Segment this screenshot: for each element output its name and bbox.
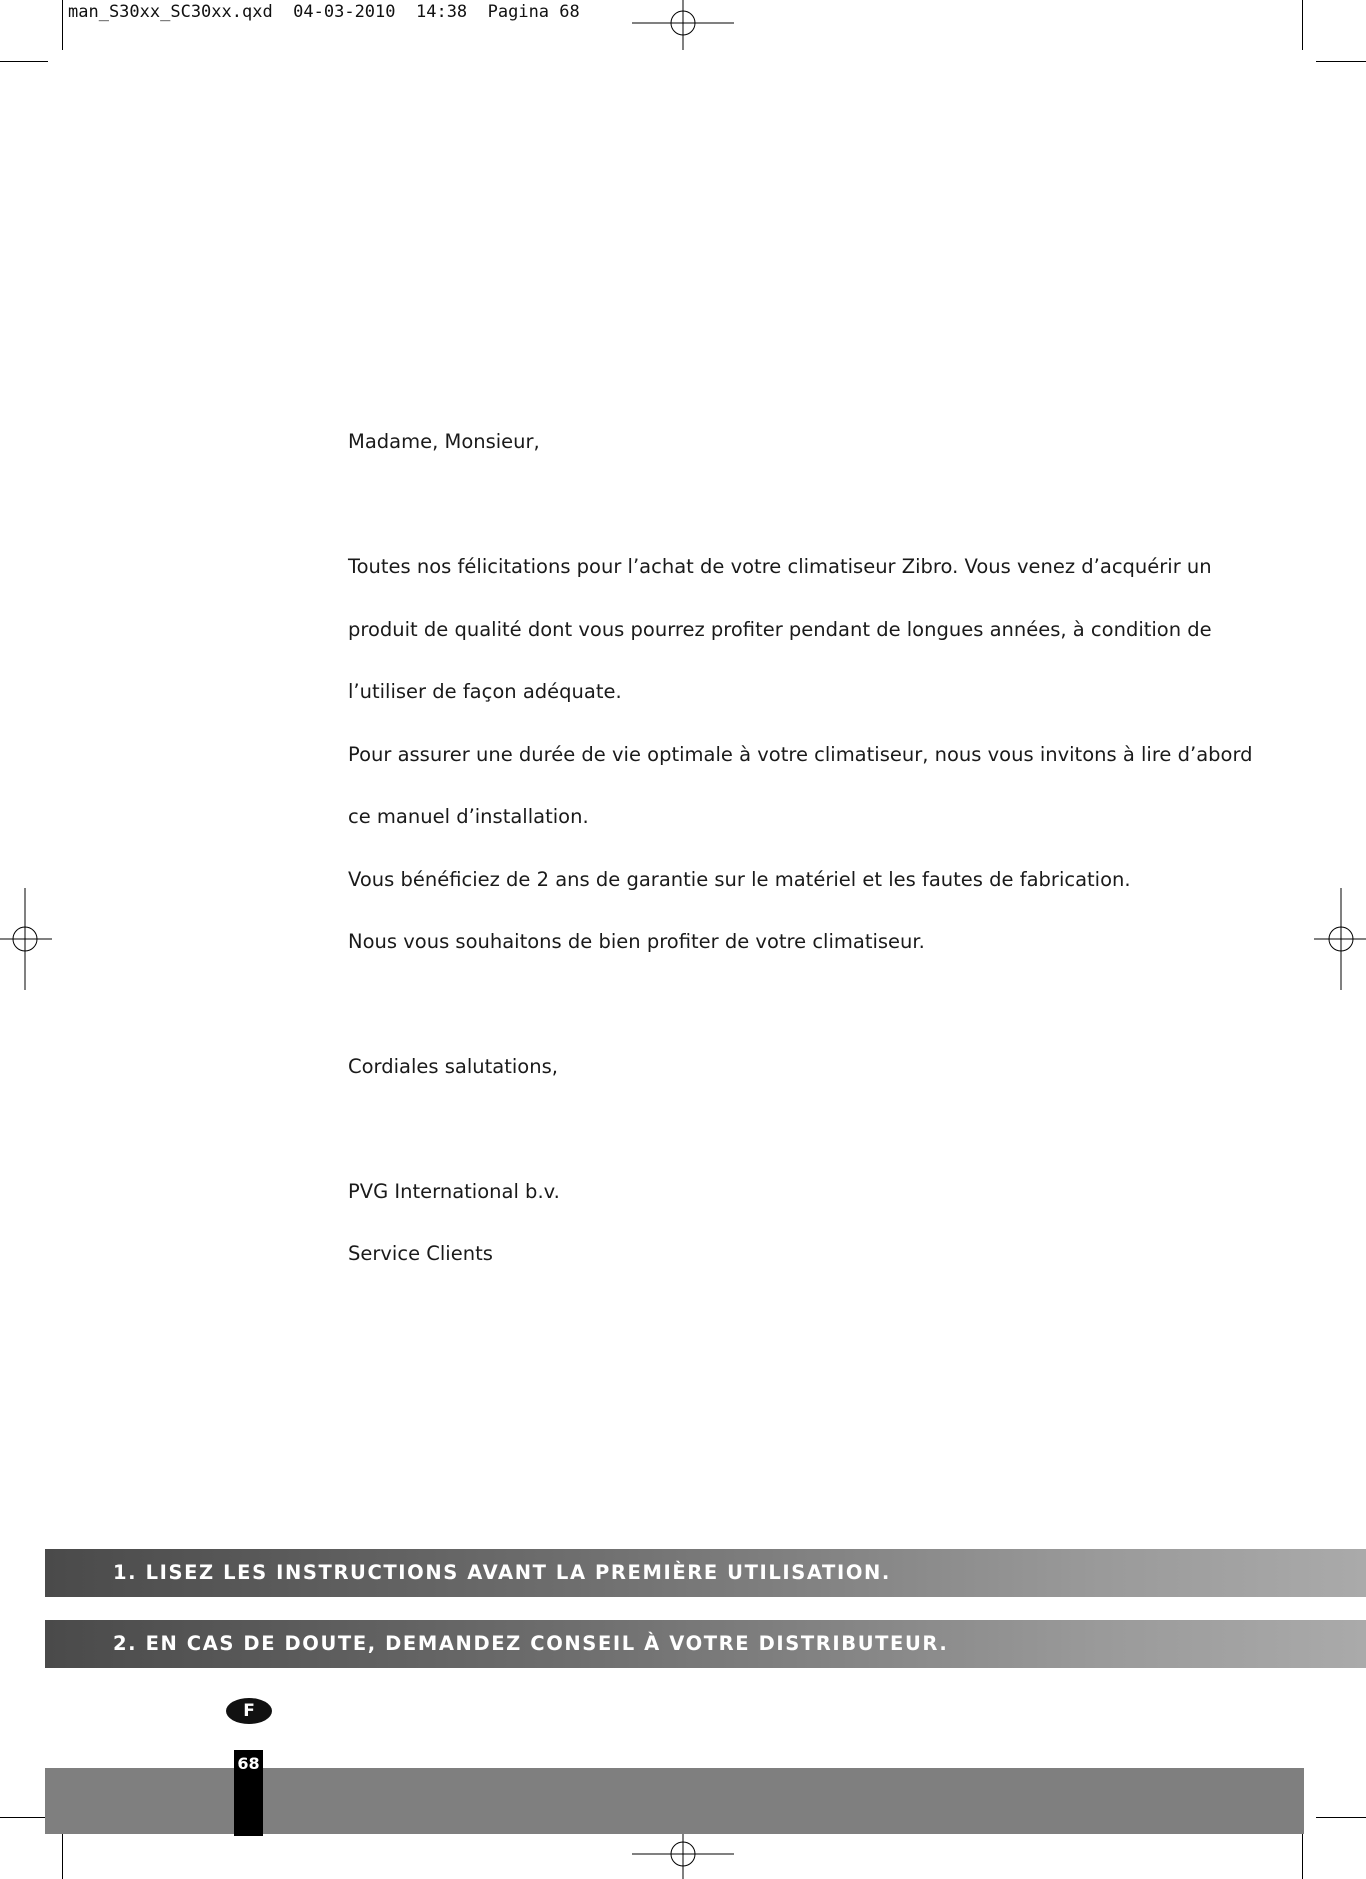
page-number: 68	[234, 1750, 263, 1836]
crop-mark-top-left-vertical	[62, 0, 63, 50]
crop-mark-bottom-right-horizontal	[1316, 1817, 1366, 1818]
letter-line-6: Vous bénéficiez de 2 ans de garantie sur le matériel et les fautes de fabrication.	[348, 868, 1131, 891]
letter-line-2: produit de qualité dont vous pourrez profiter pendant de longues années, à condition de	[348, 618, 1212, 641]
language-badge: F	[226, 1698, 272, 1724]
letter-department: Service Clients	[348, 1242, 493, 1265]
crop-mark-top-right-horizontal	[1316, 61, 1366, 62]
letter-line-4: Pour assurer une durée de vie optimale à votre climatiseur, nous vous invitons à lire d’abord	[348, 743, 1253, 766]
letter-line-7: Nous vous souhaitons de bien profiter de votre climatiseur.	[348, 930, 925, 953]
letter-company: PVG International b.v.	[348, 1180, 560, 1203]
letter-closing: Cordiales salutations,	[348, 1055, 558, 1078]
crop-mark-bottom-left-vertical	[62, 1829, 63, 1879]
letter-salutation: Madame, Monsieur,	[348, 430, 540, 453]
instruction-band-1: 1. LISEZ LES INSTRUCTIONS AVANT LA PREMIÈRE UTILISATION.	[45, 1549, 1366, 1597]
instruction-band-2: 2. EN CAS DE DOUTE, DEMANDEZ CONSEIL À VOTRE DISTRIBUTEUR.	[45, 1620, 1366, 1668]
registration-mark-bottom-icon	[632, 1829, 734, 1879]
letter-line-5: ce manuel d’installation.	[348, 805, 589, 828]
crop-mark-bottom-right-vertical	[1302, 1829, 1303, 1879]
registration-mark-left-icon	[0, 888, 52, 990]
crop-mark-bottom-left-horizontal	[0, 1817, 48, 1818]
registration-mark-right-icon	[1314, 888, 1366, 990]
crop-mark-top-left-horizontal	[0, 61, 48, 62]
letter-line-3: l’utiliser de façon adéquate.	[348, 680, 622, 703]
print-slug-line: man_S30xx_SC30xx.qxd 04-03-2010 14:38 Pagina 68	[68, 2, 580, 22]
letter-line-1: Toutes nos félicitations pour l’achat de votre climatiseur Zibro. Vous venez d’acquérir un	[348, 555, 1212, 578]
registration-mark-top-icon	[632, 0, 734, 50]
crop-mark-top-right-vertical	[1302, 0, 1303, 50]
